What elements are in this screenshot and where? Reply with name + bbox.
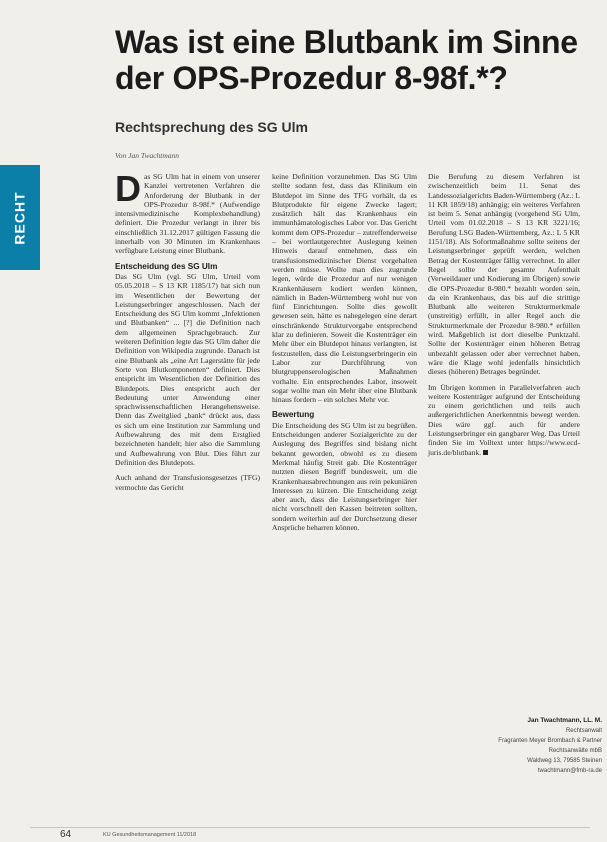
journal-name: KU Gesundheitsmanagement 11/2018 — [103, 832, 197, 838]
column-2 — [272, 172, 417, 538]
author-role: Rechtsanwalt — [565, 728, 602, 734]
article-title: Was ist eine Blutbank im Sinne der OPS-Prozedur 8-98f.*? — [115, 24, 578, 96]
column-1 — [115, 168, 260, 498]
body-paragraph: Auch anhand der Transfusionsgesetzes (TFG) vermochte das Gericht — [115, 473, 260, 492]
author-address: Waldweg 13, 79585 Steinen — [527, 758, 602, 764]
body-paragraph: Die Berufung zu diesem Verfahren ist zwischenzeitlich beim 11. Senat des Landessozialgerichts Baden-Württemberg (Az.: L 11 KR 1859/18) anhängig; ein weiteres Verfahren ist beim 5. Senat anhängig (vorgehend SG Ulm, Urteil vom 01.02.2018 – S 13 KR 3221/16; Berufung LSG Baden-Württemberg, Az.: L 5 KR 1151/18). Als Sofortmaßnahme sollte seitens der Leistungserbringer geprüft werden, welchen Betrag der Kostenträger fällig verrechnet. In aller Regel sollte der gesamte Aufenthalt (Verweildauer und Kodierung im Übrigen) sowie die OPS-Prozedur 8-980.* bezahlt worden sein, da ein Krankenhaus, das bis auf die strittige Blutbank alle weiteren Strukturmerkmale (unstreitig) erfüllt, in aller Regel auch die Strukturmerkmale der Prozedur 8-980.* erfüllen wird. Maßgeblich ist dort dieselbe Punktzahl. Sollte der Kostenträger einen höheren Betrag unbezahlt gelassen oder aber verrechnet haben, wäre die Klage wohl jedenfalls hinsichtlich dieses (höheren) Betrages begründet. — [428, 172, 580, 377]
body-paragraph: Das SG Ulm (vgl. SG Ulm, Urteil vom 05.05.2018 – S 13 KR 1185/17) hat sich nun im Wesentlichen der Bewertung der Leistungserbringer angeschlossen. Nach der Entscheidung des SG Ulm kommt „Infektionen und Blutbanken“ ... [?] die Definition nach dem allgemeinen Sprachgebrauch. Zur weiteren Definition legte das SG Ulm daher die Definition von Wikipedia zugrunde. Danach ist eine Blutbank als „eine Art Lagerstätte für jede Sorte von Blutkomponenten“ definiert. Dies entspricht im Wesentlichen der Definition des Blutdepots. Dies entspricht auch der Bedeutung unter Anwendung einer sprachwissenschaftlichen Herangehensweise. Denn das Zweitglied „bank“ drückt aus, dass es sich um eine Institution zur Sammlung und Aufbewahrung des mit dem Erstglied bezeichneten handelt; hier also die Sammlung und Aufbewahrung von Blut. Dies führt zur Definition des Blutdepots. — [115, 271, 260, 467]
author-box — [462, 716, 602, 776]
end-of-article-mark — [483, 450, 488, 455]
author-firm-type: Rechtsanwälte mbB — [548, 748, 602, 754]
footer-divider — [30, 827, 590, 828]
intro-text: as SG Ulm hat in einem von unserer Kanzlei vertretenen Verfahren die Anforderung der Blutbank in der OPS-Prozedur 8-98f.* (Aufwendige intensivmedizinische Komplexbehandlung) definiert. Die Prozedur verlangt in ihrer bis einschließlich 31.12.2017 gültigen Fassung die innerhalb von 30 Minuten im Krankenhaus verfügbare Leistung einer Blutbank. — [115, 172, 260, 256]
column-3 — [428, 172, 580, 463]
author-firm: Fragranten Meyer Brombach & Partner — [498, 738, 602, 744]
body-paragraph — [428, 383, 580, 457]
author-byline: Von Jan Twachtmann — [115, 151, 180, 160]
section-tab-label: RECHT — [12, 190, 29, 245]
section-tab — [0, 165, 40, 270]
closing-text: Im Übrigen kommen in Parallelverfahren auch weitere Kostenträger aufgrund der Entscheidung zu einem gerichtlichen und teils auch außergerichtlichen Anerkenntnis bewegt werden. Dies wäre ggf. auch für andere Leistungserbringer ein gangbarer Weg. Das Urteil finden Sie im Volltext unter https://www.ecd-juris.de/blutbank. — [428, 382, 580, 457]
page-number: 64 — [60, 829, 72, 840]
intro-paragraph — [115, 168, 260, 256]
body-paragraph: Die Entscheidung des SG Ulm ist zu begrüßen. Entscheidungen anderer Sozialgerichte zu der Auslegung des Begriffes sind bislang nicht bekannt geworden, obwohl es zu diesem Merkmal häufig Streit gab. Die Kostenträger nutzten diesen Begriff bundesweit, um die Krankenhausabrechnungen aus rein pekuniären Interessen zu kürzen. Die Entscheidung zeigt aber auch, dass die Leistungserbringer hier nicht vorschnell den Kassen beitreten sollten, sondern weiterhin auf der Durchsetzung dieser Ansprüche beharren können. — [272, 420, 417, 532]
body-paragraph: keine Definition vorzunehmen. Das SG Ulm stellte sodann fest, dass das Klinikum ein Blutdepot im Sinne des TFG vorhält, da es Blutprodukte für eigene Zwecke lagert; zusätzlich hält das Krankenhaus ein immunhämatologisches Labor vor. Das Gericht kommt dem OPS-Prozedur – zutreffenderweise – bei wortlautgerechter Auslegung keinen Hinweis darauf entnehmen, dass ein transfusionsmedizinischer Dienst vorgehalten werden müsse. Wollte man dies zugrunde legen, würde die Prozedur auf nur wenigen Krankenhäusern kodiert werden können, nämlich in Baden-Württemberg wohl nur von fünf Einrichtungen. Sollte dies gewollt gewesen sein, hätte es nahegelegen eine derart einschränkende Strukturvorgabe entsprechend klar zu definieren. Soweit die Kostenträger ein Mehr über ein Blutdepot hinaus verlangten, ist festzustellen, dass die Leistungserbringerin ein Labor zur Durchführung von blutgruppenserologischen Maßnahmen vorhalte. Ein entsprechendes Labor, insoweit sogar wollte man ein Mehr über eine Blutbank hinaus fordern – ein solches Mehr vor. — [272, 172, 417, 405]
author-email: twachtmann@fmb-ra.de — [537, 768, 602, 774]
drop-cap: D — [115, 168, 141, 209]
section-heading-entscheidung: Entscheidung des SG Ulm — [115, 261, 218, 271]
article-subtitle: Rechtsprechung des SG Ulm — [115, 119, 308, 135]
section-heading-bewertung: Bewertung — [272, 410, 315, 420]
author-name: Jan Twachtmann, LL. M. — [527, 717, 602, 724]
